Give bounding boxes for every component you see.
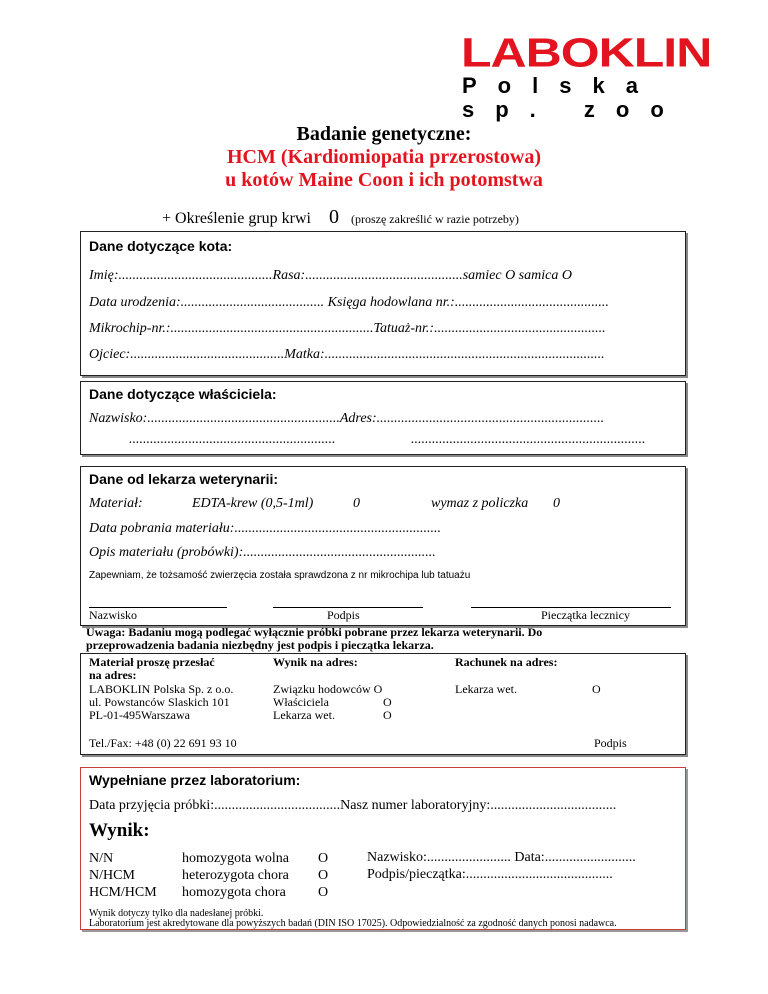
- blood-group-checkbox[interactable]: 0: [328, 206, 339, 228]
- laboratory-header: Wypełniane przez laboratorium:: [89, 772, 301, 788]
- result-validity-note: Wynik dotyczy tylko dla nadesłanej próbki.: [89, 908, 264, 919]
- birth-date-studbook-row[interactable]: Data urodzenia:......................................... Księga hodowlana nr.:............................................: [89, 295, 609, 310]
- vet-data-header: Dane od lekarza weterynarii:: [89, 471, 279, 487]
- material-label: Materiał:: [89, 496, 143, 511]
- invoice-address-header: Rachunek na adres:: [455, 655, 558, 669]
- description-hcmhcm: homozygota chora: [182, 885, 286, 900]
- result-to-owner-checkbox[interactable]: O: [383, 695, 392, 709]
- result-to-owner[interactable]: Właściciela: [273, 695, 329, 709]
- owner-name-address-row[interactable]: Nazwisko:.......................................................Adres:.................................................................: [89, 411, 605, 426]
- vet-data-section: [80, 466, 686, 626]
- genotype-description-list: [182, 850, 289, 901]
- blood-group-label: + Określenie grup krwi: [162, 210, 311, 227]
- vet-signature-note: przeprowadzenia badania niezbędny jest podpis i pieczątka lekarza.: [86, 638, 434, 652]
- cheek-swab-checkbox[interactable]: 0: [553, 496, 560, 511]
- blood-group-hint: (proszę zakreślić w razie potrzeby): [350, 212, 519, 226]
- edta-blood-option: EDTA-krew (0,5-1ml): [192, 496, 314, 511]
- clinic-stamp-caption: Pieczątka lecznicy: [541, 608, 630, 622]
- lab-name-date-row[interactable]: Nazwisko:........................ Data:..........................: [367, 850, 636, 865]
- result-to-vet[interactable]: Lekarza wet.: [273, 708, 335, 722]
- owner-address-continuation[interactable]: ...................................................................: [411, 432, 646, 447]
- receipt-date-lab-number-row[interactable]: Data przyjęcia próbki:....................................Nasz numer laboratoryjny:....................................: [89, 798, 617, 813]
- genotype-nhcm: N/HCM: [89, 868, 135, 883]
- result-to-breeders-association[interactable]: Związku hodowców O: [273, 682, 383, 696]
- identity-confirmation: Zapewniam, że tożsamość zwierzęcia została sprawdzona z nr mikrochipa lub tatuażu: [89, 570, 471, 581]
- description-nn: homozygota wolna: [182, 851, 289, 866]
- lab-signature-stamp-row[interactable]: Podpis/pieczątka:..........................................: [367, 867, 613, 882]
- cat-data-section: [80, 231, 686, 376]
- send-to-header-cont: na adres:: [89, 668, 137, 682]
- sire-dam-row[interactable]: Ojciec:............................................Matka:................................................................................: [89, 347, 605, 362]
- genotype-hcmhcm-checkbox[interactable]: O: [318, 885, 329, 900]
- result-to-vet-checkbox[interactable]: O: [383, 708, 392, 722]
- shipping-section: [80, 653, 686, 755]
- cat-data-header: Dane dotyczące kota:: [89, 238, 233, 254]
- genotype-checkbox-list: [318, 850, 328, 901]
- genotype-nn: N/N: [89, 851, 114, 866]
- vet-only-note: Uwaga: Badaniu mogą podlegać wyłącznie próbki pobrane przez lekarza weterynarii. Do: [86, 625, 543, 639]
- name-caption: Nazwisko: [89, 608, 137, 622]
- test-name: HCM (Kardiomiopatia przerostowa): [226, 146, 542, 168]
- edta-blood-checkbox[interactable]: 0: [353, 496, 360, 511]
- shipping-signature-caption: Podpis: [594, 736, 627, 750]
- genotype-nhcm-checkbox[interactable]: O: [318, 868, 329, 883]
- blood-group-option[interactable]: [162, 206, 519, 229]
- lab-address-line2: ul. Powstanców Slaskich 101: [89, 695, 230, 709]
- accreditation-note: Laboratorium jest akredytowane dla powyższych badań (DIN ISO 17025). Odpowiedzialność za zgodność danych ponosi nadawca.: [89, 918, 617, 929]
- cheek-swab-option: wymaz z policzka: [431, 496, 529, 511]
- lab-address-line3: PL-01-495Warszawa: [89, 708, 190, 722]
- result-title: Wynik:: [89, 820, 150, 841]
- sample-description-row[interactable]: Opis materiału (probówki):.......................................................: [89, 545, 436, 560]
- owner-name-continuation[interactable]: ...........................................................: [129, 432, 336, 447]
- lab-phone-fax: Tel./Fax: +48 (0) 22 691 93 10: [89, 736, 237, 750]
- invoice-to-vet[interactable]: Lekarza wet.: [455, 682, 517, 696]
- genotype-list: [89, 850, 157, 901]
- microchip-tattoo-row[interactable]: Mikrochip-nr.:..........................................................Tatuaż-nr.:.................................................: [89, 321, 606, 336]
- sample-date-row[interactable]: Data pobrania materiału:...........................................................: [89, 521, 441, 536]
- signature-caption: Podpis: [327, 608, 360, 622]
- cat-name-breed-sex-row[interactable]: Imię:............................................Rasa:.............................................samiec O samica O: [89, 268, 572, 283]
- genotype-hcmhcm: HCM/HCM: [89, 885, 157, 900]
- owner-data-header: Dane dotyczące właściciela:: [89, 386, 277, 402]
- lab-address-line1: LABOKLIN Polska Sp. z o.o.: [89, 682, 234, 696]
- invoice-to-vet-checkbox[interactable]: O: [592, 682, 601, 696]
- genotype-nn-checkbox[interactable]: O: [318, 851, 329, 866]
- result-address-header: Wynik na adres:: [273, 655, 358, 669]
- test-scope: u kotów Maine Coon i ich potomstwa: [225, 169, 543, 191]
- owner-data-section: [80, 381, 686, 455]
- logo-subtitle: Polska sp. zoo: [462, 73, 685, 122]
- laboklin-logo: LABOKLIN: [461, 29, 712, 76]
- send-to-header: Materiał proszę przesłać: [89, 655, 215, 669]
- description-nhcm: heterozygota chora: [182, 868, 289, 883]
- page-title: Badanie genetyczne:: [296, 123, 472, 145]
- laboratory-section: [80, 767, 686, 930]
